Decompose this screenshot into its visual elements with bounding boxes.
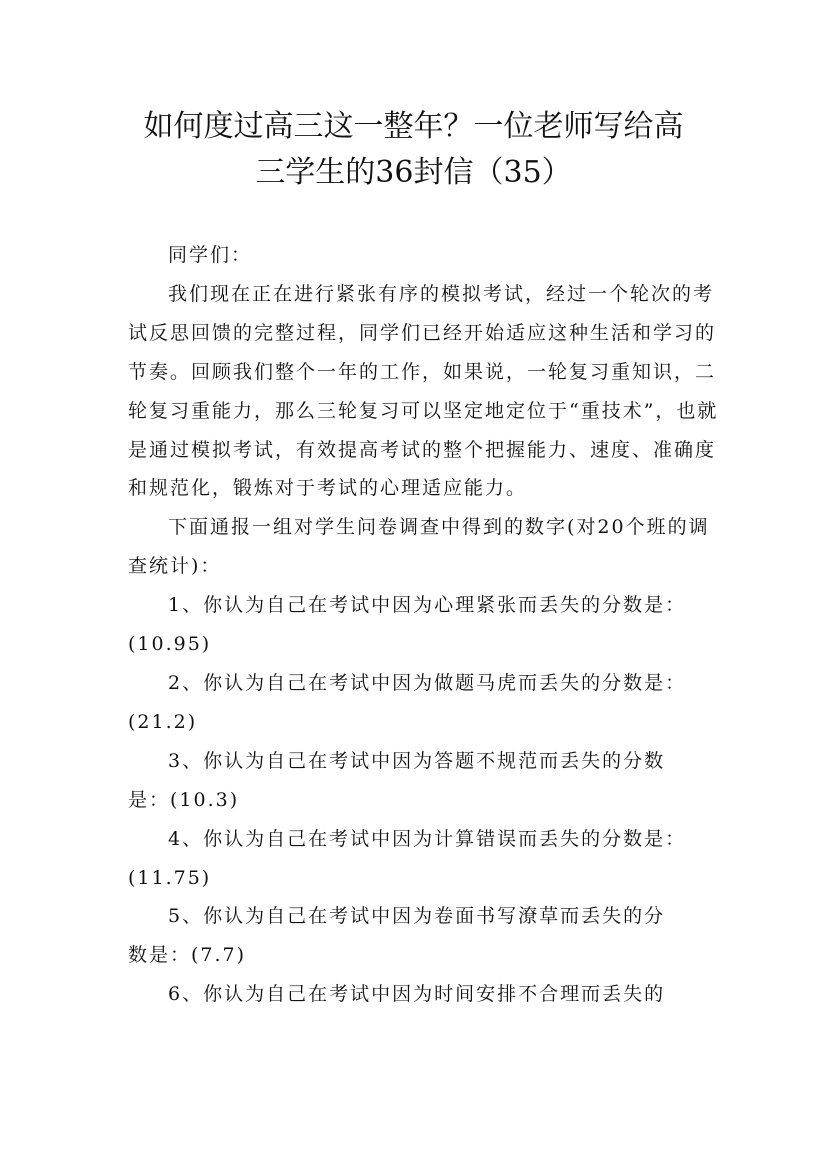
greeting: 同学们： [168,244,253,266]
paragraph-2: 下面通报一组对学生问卷调查中得到的数字(对20个班的调查统计)： [128,516,710,578]
question-5-line-1: 5、你认为自己在考试中因为卷面书写潦草而丢失的分 [168,905,666,928]
question-3-line-1: 3、你认为自己在考试中因为答题不规范而丢失的分数 [168,749,666,772]
question-3-line-2: 是：(10.3) [128,788,240,811]
title-line-1: 如何度过高三这一整年？一位老师写给高 [143,109,684,144]
question-1-line-2: (10.95) [128,633,212,656]
question-4-line-1: 4、你认为自己在考试中因为计算错误而丢失的分数是： [168,827,687,850]
paragraph-1: 我们现在正在进行紧张有序的模拟考试，经过一个轮次的考试反思回馈的完整过程，同学们已经开始适应这种生活和学习的节奏。回顾我们整个一年的工作，如果说，一轮复习重知识，二轮复习重能力，那么三轮复习可以坚定地定位于“重技术”，也就是通过模拟考试，有效提高考试的整个把握能力、速度、准确度和规范化，锻炼对于考试的心理适应能力。 [128,282,719,500]
question-6-line-1: 6、你认为自己在考试中因为时间安排不合理而丢失的 [168,983,666,1006]
question-2-line-2: (21.2) [128,710,198,733]
document-title [96,104,731,196]
document-body [128,236,720,1014]
question-4-line-2: (11.75) [128,866,212,889]
question-list [128,586,720,1014]
question-5-line-2: 数是：(7.7) [128,944,247,967]
question-1-line-1: 1、你认为自己在考试中因为心理紧张而丢失的分数是： [168,594,687,617]
question-2-line-1: 2、你认为自己在考试中因为做题马虎而丢失的分数是： [168,671,687,694]
title-line-2: 三学生的36封信（35） [255,155,572,190]
